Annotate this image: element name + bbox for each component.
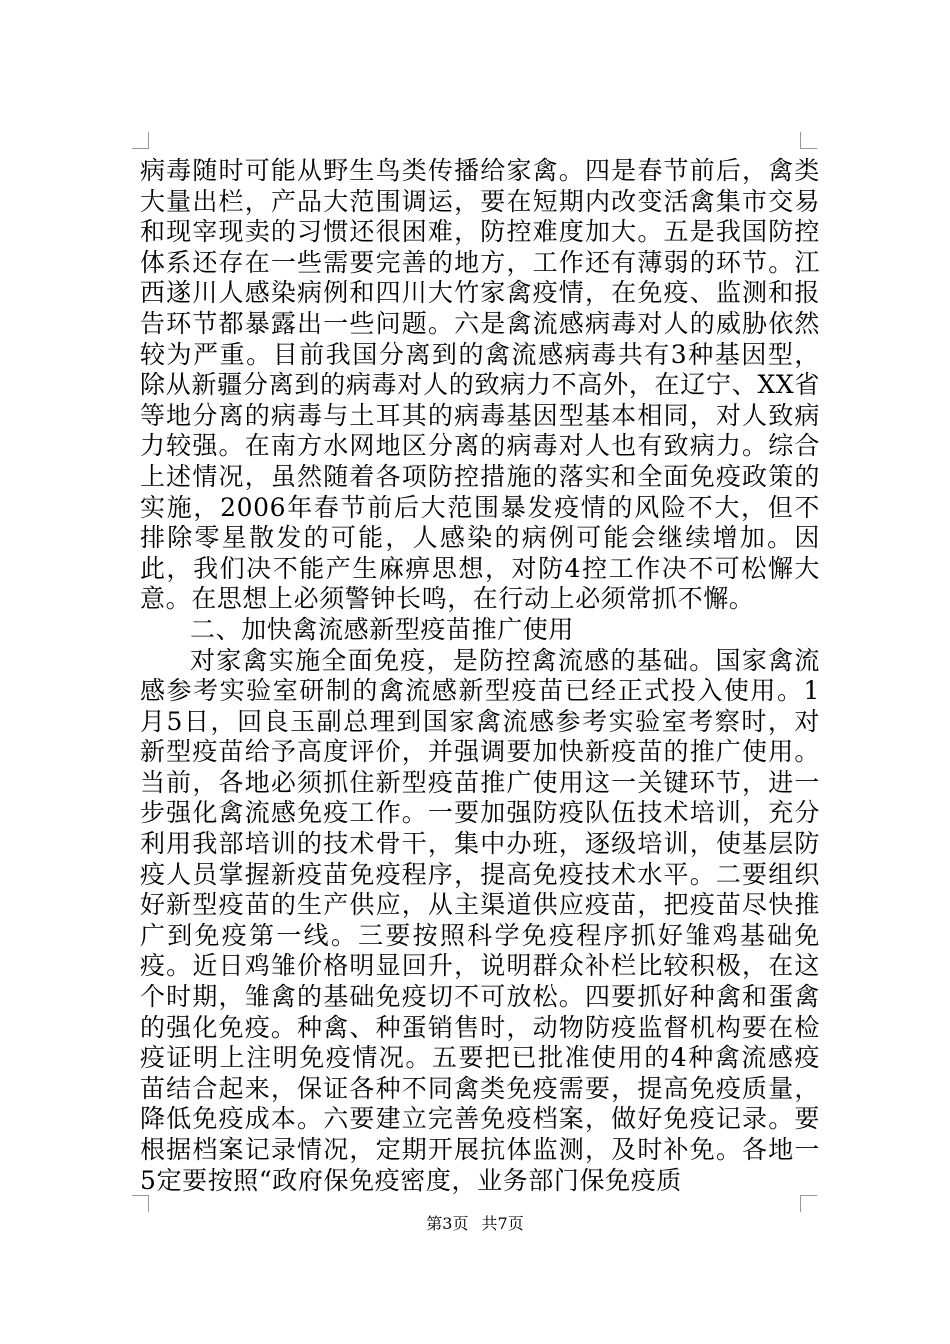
crop-mark-bottom-right <box>800 1195 817 1212</box>
crop-mark-top-left <box>132 132 149 149</box>
section-heading: 二、加快禽流感新型疫苗推广使用 <box>190 614 575 644</box>
page-total: 共7页 <box>481 1214 524 1233</box>
crop-mark-bottom-left <box>132 1195 149 1212</box>
paragraph-vaccine: 对家禽实施全面免疫，是防控禽流感的基础。国家禽流感参考实验室研制的禽流感新型疫苗已经正式投入使用。1月5日，回良玉副总理到国家禽流感参考实验室考察时，对新型疫苗给予高度评价，并强调要加快新疫苗的推广使用。当前，各地必须抓住新型疫苗推广使用这一关键环节，进一步强化禽流感免疫工作。一要加强防疫队伍技术培训，充分利用我部培训的技术骨干，集中办班，逐级培训，使基层防疫人员掌握新疫苗免疫程序，提高免疫技术水平。二要组织好新型疫苗的生产供应，从主渠道供应疫苗，把疫苗尽快推广到免疫第一线。三要按照科学免疫程序抓好雏鸡基础免疫。近日鸡雏价格明显回升，说明群众补栏比较积极，在这个时期，雏禽的基础免疫切不可放松。四要抓好种禽和蛋禽的强化免疫。种禽、种蛋销售时，动物防疫监督机构要在检疫证明上注明免疫情况。五要把已批准使用的4种禽流感疫苗结合起来，保证各种不同禽类免疫需要，提高免疫质量，降低免疫成本。六要建立完善免疫档案，做好免疫记录。要根据档案记录情况，定期开展抗体监测，及时补免。各地一5定要按照“政府保免疫密度，业务部门保免疫质 <box>140 645 820 1195</box>
page-footer <box>0 1214 950 1234</box>
page-number: 第3页 <box>426 1214 469 1233</box>
paragraph-continuation: 病毒随时可能从野生鸟类传播给家禽。四是春节前后，禽类大量出栏，产品大范围调运，要在短期内改变活禽集市交易和现宰现卖的习惯还很困难，防控难度加大。五是我国防控体系还存在一些需要完善的地方，工作还有薄弱的环节。江西遂川人感染病例和四川大竹家禽疫情，在免疫、监测和报告环节都暴露出一些问题。六是禽流感病毒对人的威胁依然较为严重。目前我国分离到的禽流感病毒共有3种基因型，除从新疆分离到的病毒对人的致病力不高外，在辽宁、XX省等地分离的病毒与土耳其的病毒基因型基本相同，对人致病力较强。在南方水网地区分离的病毒对人也有致病力。综合上述情况，虽然随着各项防控措施的落实和全面免疫政策的实施，2006年春节前后大范围暴发疫情的风险不大，但不排除零星散发的可能，人感染的病例可能会继续增加。因此，我们决不能产生麻痹思想，对防4控工作决不可松懈大意。在思想上必须警钟长鸣，在行动上必须常抓不懈。 <box>140 156 820 614</box>
document-body <box>140 156 820 1196</box>
crop-mark-top-right <box>800 132 817 149</box>
